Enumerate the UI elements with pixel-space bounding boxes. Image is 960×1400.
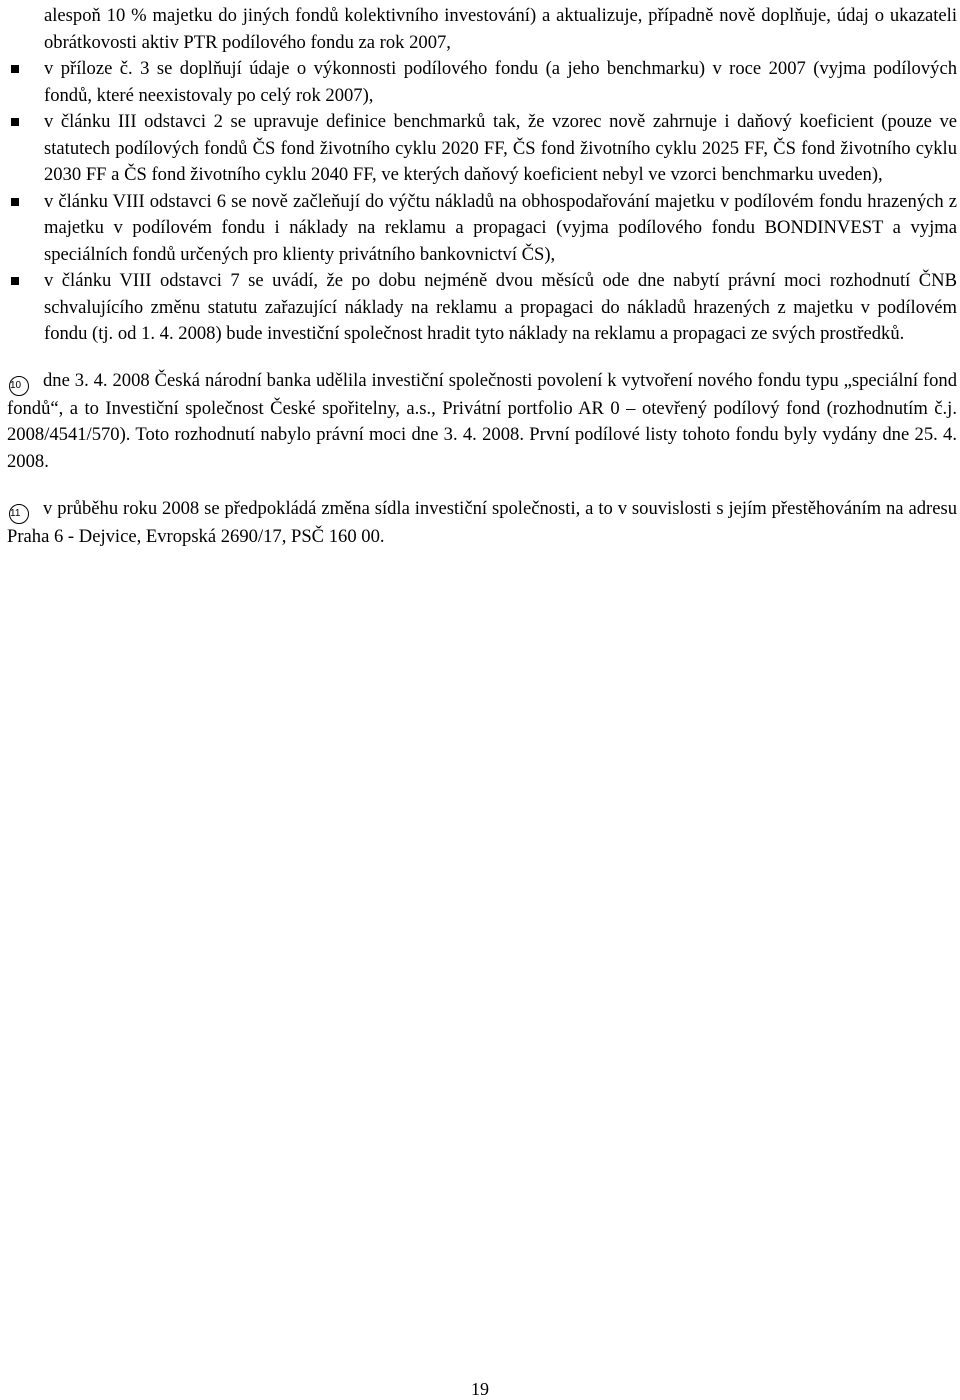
numbered-item-10 [7, 368, 957, 476]
numbered-item-text: v průběhu roku 2008 se předpokládá změna sídla investiční společnosti, a to v souvislosti s jejím přestěhováním na adresu Praha 6 - Dejvice, Evropská 2690/17, PSČ 160 00. [7, 498, 957, 547]
bullet-item-costs-article-8-6 [7, 189, 957, 269]
bullet-item-benchmark-definition [7, 109, 957, 189]
square-bullet-icon [11, 277, 19, 285]
square-bullet-icon [11, 198, 19, 206]
numbered-item-text: dne 3. 4. 2008 Česká národní banka udělila investiční společnosti povolení k vytvoření nového fondu typu „speciální fond fondů“, a to Investiční společnost České spořitelny, a.s., Privátní portfolio AR 0 – otevřený podílový fond (rozhodnutím č.j. 2008/4541/570). Toto rozhodnutí nabylo právní moci dne 3. 4. 2008. První podílové listy tohoto fondu byly vydány dne 25. 4. 2008. [7, 369, 957, 472]
square-bullet-icon [11, 65, 19, 73]
document-page [7, 3, 957, 551]
circled-number-icon: 11 [9, 504, 29, 524]
numbered-item-11 [7, 496, 957, 551]
bullet-text: v článku VIII odstavci 7 se uvádí, že po dobu nejméně dvou měsíců ode dne nabytí právní moci rozhodnutí ČNB schvalujícího změnu statutu zařazující náklady na reklamu a propagaci do nákladů hrazených z majetku v podílovém fondu (tj. od 1. 4. 2008) bude investiční společnost hradit tyto náklady na reklamu a propagaci ze svých prostředků. [44, 270, 957, 344]
continuation-paragraph: alespoň 10 % majetku do jiných fondů kolektivního investování) a aktualizuje, případně nově doplňuje, údaj o ukazateli obrátkovosti aktiv PTR podílového fondu za rok 2007, [44, 5, 957, 53]
bullet-list [7, 56, 957, 348]
square-bullet-icon [11, 118, 19, 126]
bullet-text: v článku III odstavci 2 se upravuje definice benchmarků tak, že vzorec nově zahrnuje i daňový koeficient (pouze ve statutech podílových fondů ČS fond životního cyklu 2020 FF, ČS fond životního cyklu 2025 FF, ČS fond životního cyklu 2030 FF a ČS fond životního cyklu 2040 FF, ve kterých daňový koeficient nebyl ve vzorci benchmarku uveden), [44, 111, 957, 185]
bullet-text: v článku VIII odstavci 6 se nově začleňují do výčtu nákladů na obhospodařování majetku v podílovém fondu hrazených z majetku v podílovém fondu i náklady na reklamu a propagaci (vyjma podílového fondu BONDINVEST a vyjma speciálních fondů určených pro klienty privátního bankovnictví ČS), [44, 190, 957, 265]
bullet-item-costs-article-8-7 [7, 268, 957, 348]
bullet-item-ptr-annex [7, 56, 957, 109]
page-number: 19 [471, 1379, 489, 1399]
bullet-text: v příloze č. 3 se doplňují údaje o výkonnosti podílového fondu (a jeho benchmarku) v roce 2007 (vyjma podílových fondů, které neexistovaly po celý rok 2007), [44, 58, 957, 106]
circled-number-icon: 10 [9, 376, 29, 396]
